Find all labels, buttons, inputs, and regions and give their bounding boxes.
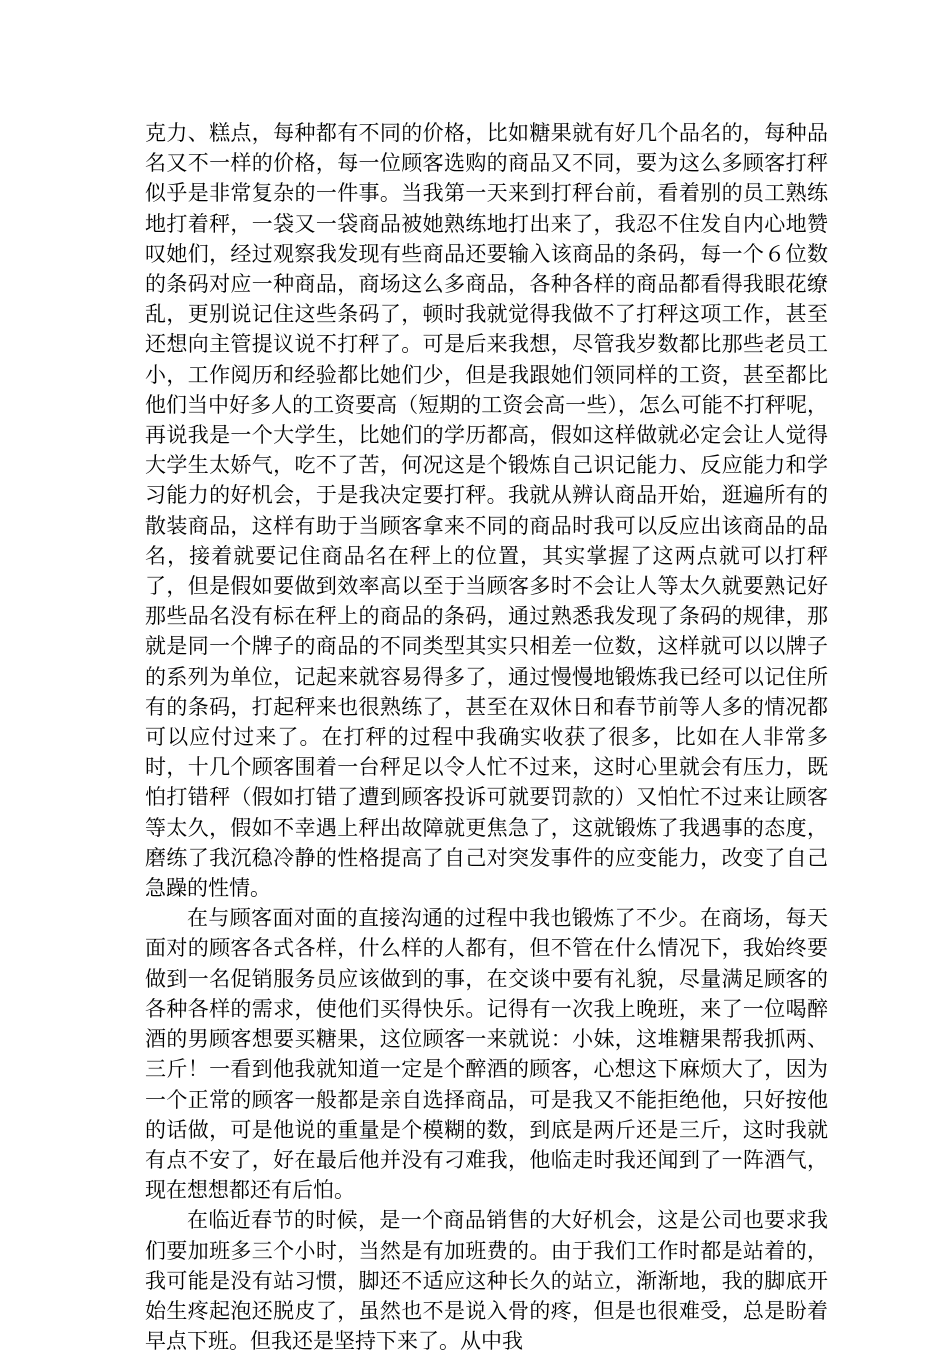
paragraph-scale-work: 克力、糕点，每种都有不同的价格，比如糖果就有好几个品名的，每种品名又不一样的价格，每一位顾客选购的商品又不同，要为这么多顾客打秤似乎是非常复杂的一件事。当我第一天来到打秤台前，看着别的员工熟练地打着秤，一袋又一袋商品被她熟练地打出来了，我忍不住发自内心地赞叹她们，经过观察我发现有些商品还要输入该商品的条码，每一个６位数的条码对应一种商品，商场这么多商品，各种各样的商品都看得我眼花缭乱，更别说记住这些条码了，顿时我就觉得我做不了打秤这项工作，甚至还想向主管提议说不打秤了。可是后来我想，尽管我岁数都比那些老员工小，工作阅历和经验都比她们少，但是我跟她们领同样的工资，甚至都比他们当中好多人的工资要高（短期的工资会高一些），怎么可能不打秤呢，再说我是一个大学生，比她们的学历都高，假如这样做就必定会让人觉得大学生太娇气，吃不了苦，何况这是个锻炼自己识记能力、反应能力和学习能力的好机会，于是我决定要打秤。我就从辨认商品开始，逛遍所有的散装商品，这样有助于当顾客拿来不同的商品时我可以反应出该商品的品名，接着就要记住商品名在秤上的位置，其实掌握了这两点就可以打秤了，但是假如要做到效率高以至于当顾客多时不会让人等太久就要熟记好那些品名没有标在秤上的商品的条码，通过熟悉我发现了条码的规律，那就是同一个牌子的商品的不同类型其实只相差一位数，这样就可以以牌子的系列为单位，记起来就容易得多了，通过慢慢地锻炼我已经可以记住所有的条码，打起秤来也很熟练了，甚至在双休日和春节前等人多的情况都可以应付过来了。在打秤的过程中我确实收获了很多，比如在人非常多时，十几个顾客围着一台秤足以令人忙不过来，这时心里就会有压力，既怕打错秤（假如打错了遭到顾客投诉可就要罚款的）又怕忙不过来让顾客等太久，假如不幸遇上秤出故障就更焦急了，这就锻炼了我遇事的态度，磨练了我沉稳冷静的性格提高了自己对突发事件的应变能力，改变了自己急躁的性情。 [145, 121, 828, 901]
paragraph-spring-festival: 在临近春节的时候，是一个商品销售的大好机会，这是公司也要求我们要加班多三个小时，当然是有加班费的。由于我们工作时都是站着的，我可能是没有站习惯，脚还不适应这种长久的站立，渐渐地，我的脚底开始生疼起泡还脱皮了，虽然也不是说入骨的疼，但是也很难受，总是盼着早点下班。但我还是坚持下来了。从中我 [145, 1208, 828, 1354]
document-page [145, 118, 828, 1356]
paragraph-customer-communication: 在与顾客面对面的直接沟通的过程中我也锻炼了不少。在商场，每天面对的顾客各式各样，什么样的人都有，但不管在什么情况下，我始终要做到一名促销服务员应该做到的事，在交谈中要有礼貌，尽量满足顾客的各种各样的需求，使他们买得快乐。记得有一次我上晚班，来了一位喝醉酒的男顾客想要买糖果，这位顾客一来就说：小妹，这堆糖果帮我抓两、三斤！一看到他我就知道一定是个醉酒的顾客，心想这下麻烦大了，因为一个正常的顾客一般都是亲自选择商品，可是我又不能拒绝他，只好按他的话做，可是他说的重量是个模糊的数，到底是两斤还是三斤，这时我就有点不安了，好在最后他并没有刁难我，他临走时我还闻到了一阵酒气，现在想想都还有后怕。 [145, 906, 828, 1203]
